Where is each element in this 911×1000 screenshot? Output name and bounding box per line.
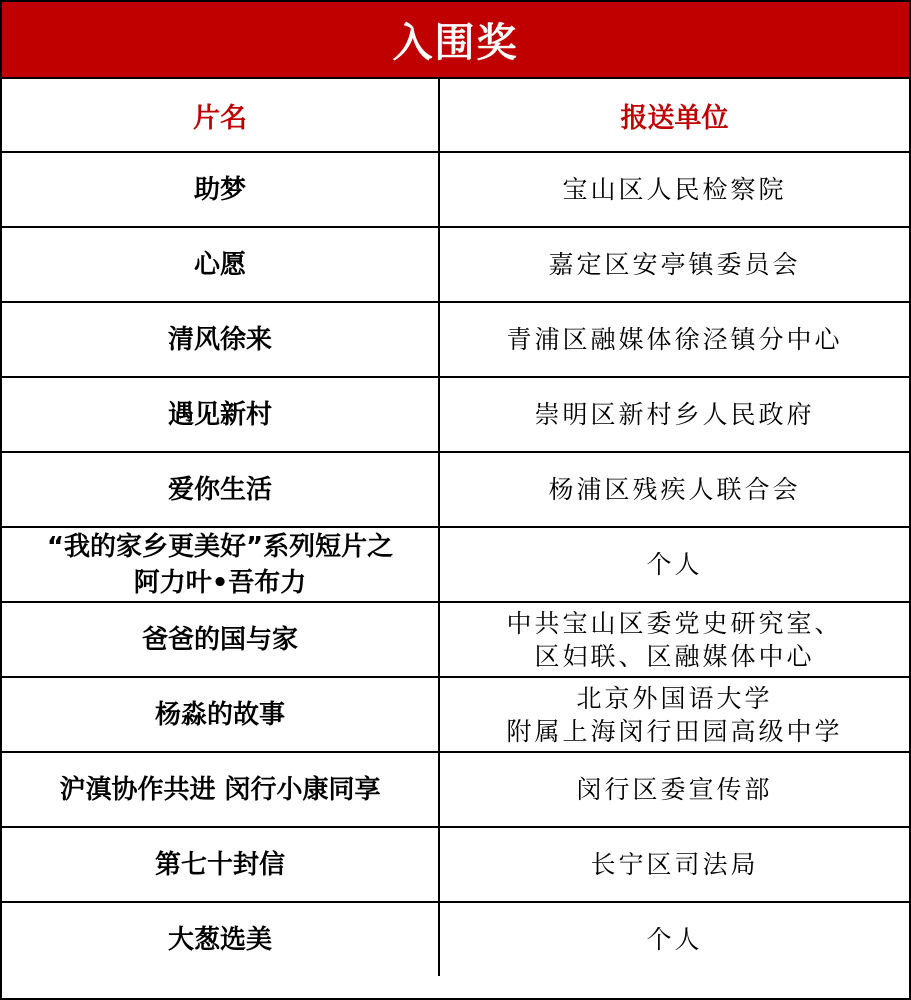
submitting-unit: 个人 [646, 550, 703, 579]
film-title: 心愿 [193, 249, 246, 280]
table-row [2, 602, 909, 677]
submitting-unit-cell [439, 452, 909, 527]
submitting-unit: 崇明区新村乡人民政府 [534, 400, 815, 429]
film-title-cell [2, 302, 439, 377]
submitting-unit: 闵行区委宣传部 [576, 775, 773, 804]
page-title: 入围奖 [392, 20, 519, 66]
film-title: 杨淼的故事 [154, 699, 285, 730]
table-header-row [2, 79, 909, 152]
table-row [2, 902, 909, 976]
film-title: 爱你生活 [167, 474, 272, 505]
table-row [2, 377, 909, 452]
submitting-unit: 青浦区融媒体徐泾镇分中心 [506, 325, 843, 354]
film-title: 爸爸的国与家 [141, 624, 298, 655]
film-title-cell [2, 902, 439, 976]
table-body [2, 152, 909, 976]
submitting-unit-cell [439, 752, 909, 827]
film-title-cell [2, 227, 439, 302]
film-title: 大葱选美 [167, 924, 272, 955]
submitting-unit-cell [439, 377, 909, 452]
submitting-unit: 宝山区人民检察院 [562, 175, 787, 204]
submitting-unit: 嘉定区安亭镇委员会 [548, 250, 801, 279]
film-title-cell [2, 377, 439, 452]
submitting-unit: 中共宝山区委党史研究室、 [506, 608, 843, 638]
table-row [2, 752, 909, 827]
table-row [2, 152, 909, 227]
film-title-cell [2, 602, 439, 677]
column-header-film: 片名 [2, 79, 439, 152]
submitting-unit-cell [439, 527, 909, 602]
table-row [2, 452, 909, 527]
table-row [2, 677, 909, 752]
submitting-unit-cell [439, 677, 909, 752]
submitting-unit-cell [439, 227, 909, 302]
film-title: 遇见新村 [167, 399, 272, 430]
film-title-cell [2, 752, 439, 827]
column-header-unit: 报送单位 [439, 79, 909, 152]
film-title-cell [2, 452, 439, 527]
film-title-cell [2, 152, 439, 227]
table-row [2, 302, 909, 377]
table-row [2, 827, 909, 902]
submitting-unit-cell [439, 827, 909, 902]
film-title: 沪滇协作共进 闵行小康同享 [59, 774, 381, 805]
film-title-cell [2, 827, 439, 902]
submitting-unit-cell [439, 602, 909, 677]
film-title-cell [2, 527, 439, 602]
film-title: 清风徐来 [167, 324, 272, 355]
film-title: “我的家乡更美好”系列短片之 [46, 531, 394, 562]
film-title: 第七十封信 [154, 849, 285, 880]
film-title: 助梦 [193, 174, 246, 205]
table-row [2, 227, 909, 302]
submitting-unit-cell [439, 152, 909, 227]
title-bar [2, 2, 909, 79]
film-title-cell [2, 677, 439, 752]
submitting-unit: 北京外国语大学 [576, 683, 773, 713]
nominees-table [2, 79, 909, 976]
submitting-unit: 长宁区司法局 [590, 850, 759, 879]
table-row [2, 527, 909, 602]
submitting-unit: 杨浦区残疾人联合会 [548, 475, 801, 504]
submitting-unit-cell [439, 902, 909, 976]
submitting-unit: 区妇联、区融媒体中心 [534, 641, 815, 671]
submitting-unit: 个人 [646, 925, 703, 954]
submitting-unit: 附属上海闵行田园高级中学 [506, 716, 843, 746]
film-title: 阿力叶•吾布力 [133, 567, 307, 598]
submitting-unit-cell [439, 302, 909, 377]
